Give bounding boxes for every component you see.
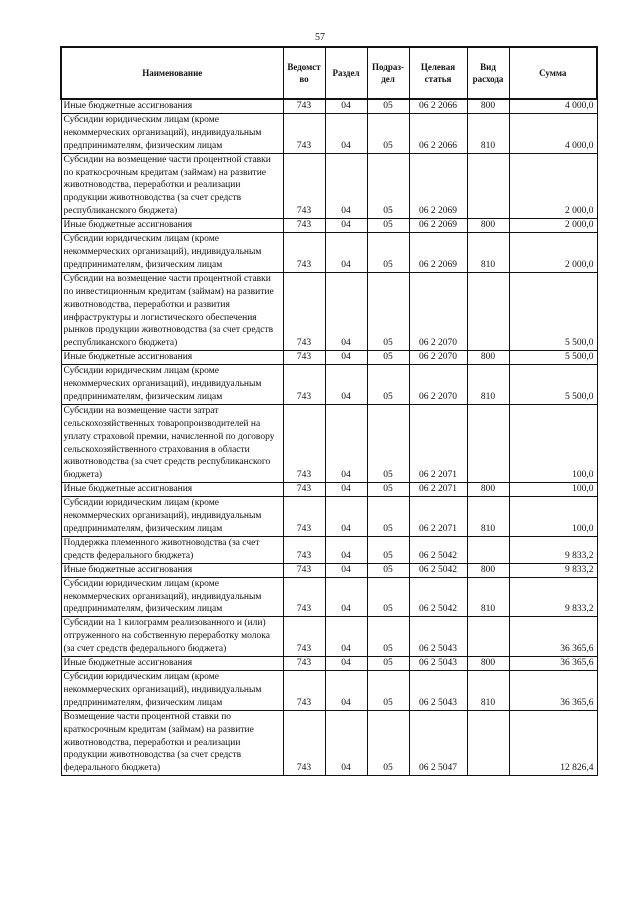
- cell-podr: 05: [367, 351, 409, 365]
- cell-ved: 743: [283, 99, 325, 113]
- cell-sum: 100,0: [509, 483, 597, 497]
- cell-vid: 810: [467, 497, 509, 537]
- cell-podr: 05: [367, 577, 409, 617]
- cell-name: Субсидии юридическим лицам (кроме некоммерческих организаций), индивидуальным предпринимателям, физическим лицам: [61, 113, 283, 153]
- cell-sum: 100,0: [509, 404, 597, 482]
- budget-table: [60, 46, 598, 776]
- cell-name: Иные бюджетные ассигнования: [61, 351, 283, 365]
- cell-razd: 04: [325, 99, 367, 113]
- header-name: Наименование: [61, 47, 283, 99]
- cell-ved: 743: [283, 365, 325, 405]
- cell-vid: 800: [467, 483, 509, 497]
- table-row: [61, 219, 597, 233]
- cell-podr: 05: [367, 99, 409, 113]
- cell-vid: 800: [467, 219, 509, 233]
- cell-razd: 04: [325, 670, 367, 710]
- table-row: [61, 404, 597, 482]
- cell-vid: [467, 617, 509, 657]
- cell-razd: 04: [325, 113, 367, 153]
- table-row: [61, 483, 597, 497]
- cell-podr: 05: [367, 219, 409, 233]
- cell-vid: [467, 710, 509, 776]
- table-row: [61, 113, 597, 153]
- cell-podr: 05: [367, 272, 409, 350]
- cell-sum: 36 365,6: [509, 617, 597, 657]
- cell-sum: 36 365,6: [509, 657, 597, 671]
- cell-cel: 06 2 2070: [409, 365, 467, 405]
- cell-cel: 06 2 2069: [409, 153, 467, 219]
- table-row: [61, 153, 597, 219]
- page-number: 57: [315, 32, 325, 43]
- cell-ved: 743: [283, 351, 325, 365]
- cell-razd: 04: [325, 233, 367, 273]
- cell-vid: 800: [467, 351, 509, 365]
- cell-razd: 04: [325, 577, 367, 617]
- cell-vid: [467, 404, 509, 482]
- cell-cel: 06 2 5047: [409, 710, 467, 776]
- cell-ved: 743: [283, 483, 325, 497]
- cell-name: Субсидии юридическим лицам (кроме некоммерческих организаций), индивидуальным предпринимателям, физическим лицам: [61, 670, 283, 710]
- cell-sum: 5 500,0: [509, 272, 597, 350]
- cell-sum: 12 826,4: [509, 710, 597, 776]
- cell-sum: 2 000,0: [509, 219, 597, 233]
- cell-podr: 05: [367, 617, 409, 657]
- cell-cel: 06 2 2071: [409, 404, 467, 482]
- cell-cel: 06 2 5043: [409, 617, 467, 657]
- cell-ved: 743: [283, 404, 325, 482]
- cell-name: Возмещение части процентной ставки по краткосрочным кредитам (займам) на развитие животноводства, переработки и реализации продукции животноводства (за счет средств федерального бюджета): [61, 710, 283, 776]
- table-row: [61, 577, 597, 617]
- cell-cel: 06 2 5042: [409, 563, 467, 577]
- table-row: [61, 497, 597, 537]
- cell-podr: 05: [367, 657, 409, 671]
- cell-razd: 04: [325, 351, 367, 365]
- cell-razd: 04: [325, 272, 367, 350]
- cell-name: Субсидии юридическим лицам (кроме некоммерческих организаций), индивидуальным предпринимателям, физическим лицам: [61, 365, 283, 405]
- cell-podr: 05: [367, 153, 409, 219]
- cell-name: Субсидии юридическим лицам (кроме некоммерческих организаций), индивидуальным предпринимателям, физическим лицам: [61, 497, 283, 537]
- cell-name: Субсидии на возмещение части процентной ставки по краткосрочным кредитам (займам) на развитие животноводства, переработки и реализации продукции животноводства (за счет средств республиканского бюджета): [61, 153, 283, 219]
- cell-name: Субсидии юридическим лицам (кроме некоммерческих организаций), индивидуальным предпринимателям, физическим лицам: [61, 577, 283, 617]
- cell-vid: 800: [467, 99, 509, 113]
- table-row: [61, 365, 597, 405]
- cell-ved: 743: [283, 577, 325, 617]
- cell-name: Субсидии на возмещение части затрат сельскохозяйственных товаропроизводителей на уплату страховой премии, начисленной по договору сельскохозяйственного страхования в области животноводства (за счет средств республиканского бюджета): [61, 404, 283, 482]
- cell-razd: 04: [325, 153, 367, 219]
- cell-cel: 06 2 2071: [409, 483, 467, 497]
- header-ved: Ведомст во: [283, 47, 325, 99]
- table-row: [61, 563, 597, 577]
- cell-vid: 810: [467, 113, 509, 153]
- table-row: [61, 670, 597, 710]
- table-body: [61, 99, 597, 776]
- cell-cel: 06 2 5043: [409, 657, 467, 671]
- cell-cel: 06 2 2069: [409, 233, 467, 273]
- cell-vid: [467, 153, 509, 219]
- cell-sum: 2 000,0: [509, 233, 597, 273]
- cell-ved: 743: [283, 219, 325, 233]
- cell-name: Иные бюджетные ассигнования: [61, 563, 283, 577]
- cell-sum: 4 000,0: [509, 113, 597, 153]
- header-vid: Вид расхода: [467, 47, 509, 99]
- cell-name: Иные бюджетные ассигнования: [61, 99, 283, 113]
- cell-ved: 743: [283, 497, 325, 537]
- cell-vid: 800: [467, 657, 509, 671]
- cell-cel: 06 2 2070: [409, 351, 467, 365]
- cell-ved: 743: [283, 710, 325, 776]
- cell-sum: 5 500,0: [509, 365, 597, 405]
- cell-vid: [467, 272, 509, 350]
- cell-vid: 800: [467, 563, 509, 577]
- cell-ved: 743: [283, 272, 325, 350]
- table-row: [61, 233, 597, 273]
- header-cel: Целевая статья: [409, 47, 467, 99]
- cell-podr: 05: [367, 483, 409, 497]
- header-podr: Подраз- дел: [367, 47, 409, 99]
- cell-podr: 05: [367, 404, 409, 482]
- cell-cel: 06 2 2071: [409, 497, 467, 537]
- cell-cel: 06 2 5042: [409, 536, 467, 563]
- cell-ved: 743: [283, 113, 325, 153]
- table-row: [61, 617, 597, 657]
- cell-sum: 9 833,2: [509, 577, 597, 617]
- cell-sum: 5 500,0: [509, 351, 597, 365]
- cell-cel: 06 2 2070: [409, 272, 467, 350]
- cell-sum: 9 833,2: [509, 536, 597, 563]
- cell-razd: 04: [325, 404, 367, 482]
- cell-sum: 36 365,6: [509, 670, 597, 710]
- cell-ved: 743: [283, 657, 325, 671]
- cell-vid: 810: [467, 577, 509, 617]
- cell-razd: 04: [325, 536, 367, 563]
- cell-sum: 4 000,0: [509, 99, 597, 113]
- cell-ved: 743: [283, 536, 325, 563]
- cell-ved: 743: [283, 233, 325, 273]
- table-row: [61, 657, 597, 671]
- cell-name: Субсидии на 1 килограмм реализованного и (или) отгруженного на собственную переработку молока (за счет средств федерального бюджета): [61, 617, 283, 657]
- cell-razd: 04: [325, 563, 367, 577]
- cell-podr: 05: [367, 365, 409, 405]
- cell-sum: 9 833,2: [509, 563, 597, 577]
- cell-podr: 05: [367, 113, 409, 153]
- cell-podr: 05: [367, 670, 409, 710]
- cell-razd: 04: [325, 497, 367, 537]
- table-row: [61, 710, 597, 776]
- cell-name: Субсидии на возмещение части процентной ставки по инвестиционным кредитам (займам) на развитие животноводства, переработки и развития инфраструктуры и логистического обеспечения рынков продукции животноводства (за счет средств республиканского бюджета): [61, 272, 283, 350]
- cell-podr: 05: [367, 563, 409, 577]
- cell-sum: 100,0: [509, 497, 597, 537]
- cell-vid: 810: [467, 670, 509, 710]
- cell-podr: 05: [367, 536, 409, 563]
- cell-cel: 06 2 2069: [409, 219, 467, 233]
- cell-razd: 04: [325, 657, 367, 671]
- table-row: [61, 351, 597, 365]
- cell-ved: 743: [283, 670, 325, 710]
- cell-name: Поддержка племенного животноводства (за счет средств федерального бюджета): [61, 536, 283, 563]
- cell-cel: 06 2 5042: [409, 577, 467, 617]
- table-header-row: [61, 47, 597, 99]
- cell-razd: 04: [325, 219, 367, 233]
- cell-ved: 743: [283, 563, 325, 577]
- cell-razd: 04: [325, 483, 367, 497]
- cell-razd: 04: [325, 710, 367, 776]
- cell-podr: 05: [367, 497, 409, 537]
- table-row: [61, 536, 597, 563]
- cell-name: Иные бюджетные ассигнования: [61, 219, 283, 233]
- cell-name: Субсидии юридическим лицам (кроме некоммерческих организаций), индивидуальным предпринимателям, физическим лицам: [61, 233, 283, 273]
- cell-sum: 2 000,0: [509, 153, 597, 219]
- cell-vid: 810: [467, 365, 509, 405]
- table-row: [61, 272, 597, 350]
- cell-razd: 04: [325, 365, 367, 405]
- cell-cel: 06 2 2066: [409, 113, 467, 153]
- cell-vid: [467, 536, 509, 563]
- cell-podr: 05: [367, 233, 409, 273]
- cell-name: Иные бюджетные ассигнования: [61, 483, 283, 497]
- cell-razd: 04: [325, 617, 367, 657]
- cell-ved: 743: [283, 153, 325, 219]
- cell-cel: 06 2 5043: [409, 670, 467, 710]
- cell-podr: 05: [367, 710, 409, 776]
- cell-ved: 743: [283, 617, 325, 657]
- cell-vid: 810: [467, 233, 509, 273]
- cell-name: Иные бюджетные ассигнования: [61, 657, 283, 671]
- cell-cel: 06 2 2066: [409, 99, 467, 113]
- header-sum: Сумма: [509, 47, 597, 99]
- header-razd: Раздел: [325, 47, 367, 99]
- table-row: [61, 99, 597, 113]
